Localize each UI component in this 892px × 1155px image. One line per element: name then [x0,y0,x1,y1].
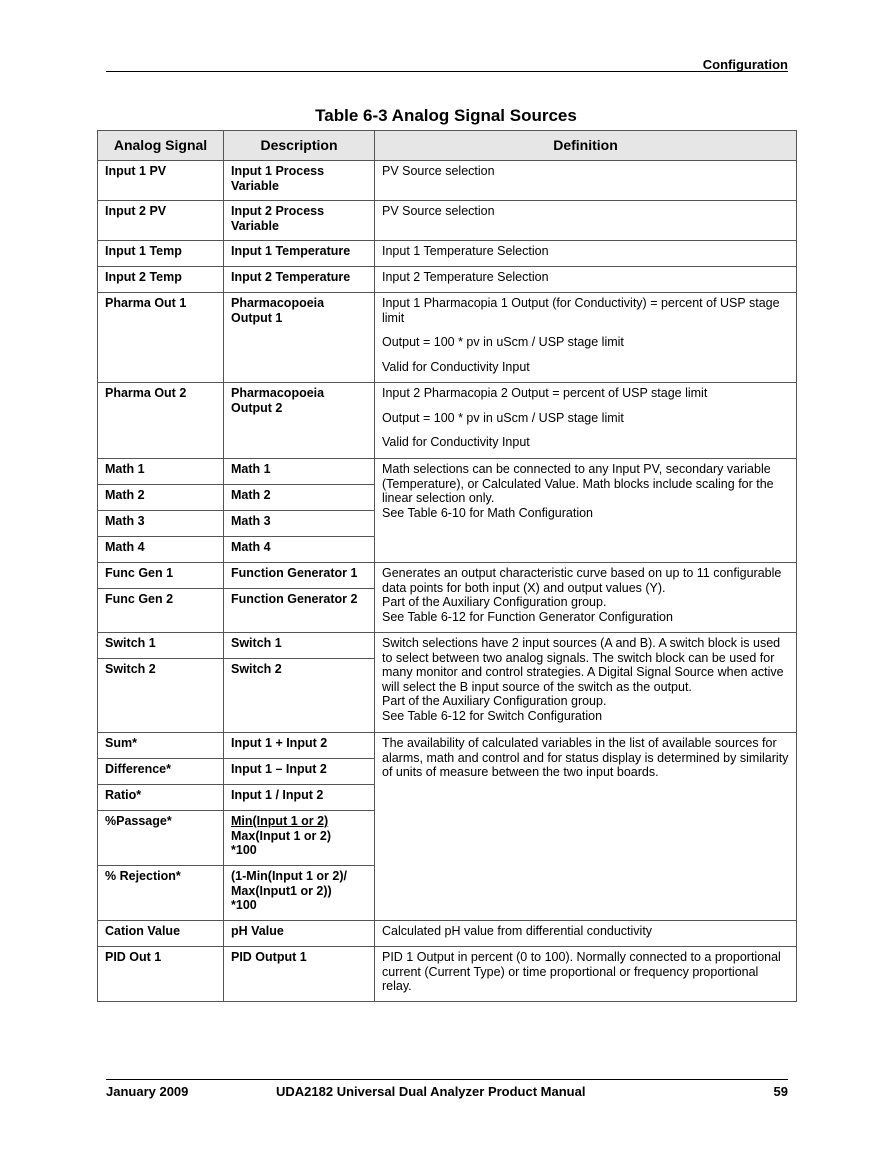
description-cell: Math 4 [224,537,375,563]
definition-cell [375,241,797,267]
signal-cell: Math 3 [98,511,224,537]
description-cell: pH Value [224,921,375,947]
signal-cell: Switch 2 [98,659,224,733]
definition-text: Input 1 Temperature Selection [382,244,549,258]
definition-text: See Table 6-12 for Switch Configuration [382,708,603,723]
description-line: Max(Input 1 or 2) [231,828,332,843]
table-row [98,383,797,459]
definition-cell-funcgen-group [375,563,797,633]
table-row [98,241,797,267]
description-cell: Pharmacopoeia Output 2 [224,383,375,459]
definition-cell-switch-group [375,633,797,733]
description-cell: Input 1 Temperature [224,241,375,267]
definition-text: Calculated pH value from differential conductivity [382,924,653,938]
signal-cell: Switch 1 [98,633,224,659]
definition-text: Math selections can be connected to any Input PV, secondary variable (Temperature), or Calculated Value. Math blocks include scaling for the linear selection only. [382,462,774,505]
table-row [98,161,797,201]
definition-cell [375,383,797,459]
description-cell: Input 2 Temperature [224,267,375,293]
description-line: Min(Input 1 or 2) [231,814,329,828]
table-row [98,459,797,485]
definition-text: PID 1 Output in percent (0 to 100). Normally connected to a proportional current (Current Type) or time proportional or frequency proportional relay. [382,950,781,993]
description-cell: Input 1 + Input 2 [224,733,375,759]
definition-cell [375,201,797,241]
column-header-description: Description [224,131,375,161]
signal-cell: Pharma Out 2 [98,383,224,459]
page-number: 59 [773,1084,788,1099]
definition-text: The availability of calculated variables in the list of available sources for alarms, math and control and for status display is determined by similarity of units of measure between the two input boards. [382,736,789,779]
definition-cell [375,921,797,947]
definition-cell [375,947,797,1002]
definition-text: See Table 6-10 for Math Configuration [382,505,594,520]
column-header-definition: Definition [375,131,797,161]
signal-cell: Func Gen 2 [98,589,224,633]
signal-cell: Input 1 Temp [98,241,224,267]
definition-text: Input 2 Temperature Selection [382,270,549,284]
definition-text: PV Source selection [382,204,495,218]
table-row [98,563,797,589]
signal-cell: % Rejection* [98,866,224,921]
analog-signal-table [97,130,797,1002]
description-cell: Switch 1 [224,633,375,659]
definition-text: See Table 6-12 for Function Generator Configuration [382,609,673,624]
table-row [98,633,797,659]
header-rule [106,71,788,72]
description-cell: Function Generator 1 [224,563,375,589]
signal-cell: Difference* [98,759,224,785]
signal-cell: Math 4 [98,537,224,563]
definition-text: Valid for Conductivity Input [382,435,530,449]
table-header-row [98,131,797,161]
signal-cell: Pharma Out 1 [98,293,224,383]
definition-text: Output = 100 * pv in uScm / USP stage limit [382,335,624,349]
table-title: Table 6-3 Analog Signal Sources [315,106,577,125]
signal-cell: Math 1 [98,459,224,485]
description-cell: Input 1 / Input 2 [224,785,375,811]
table-row [98,921,797,947]
description-cell [224,811,375,866]
footer-date: January 2009 [106,1084,189,1099]
description-cell: Switch 2 [224,659,375,733]
description-cell: Function Generator 2 [224,589,375,633]
description-line: *100 [231,843,257,857]
table-row [98,947,797,1002]
footer-manual-title: UDA2182 Universal Dual Analyzer Product Manual [276,1084,586,1099]
description-cell: Input 2 Process Variable [224,201,375,241]
signal-cell: Cation Value [98,921,224,947]
description-cell: Math 2 [224,485,375,511]
definition-text: PV Source selection [382,164,495,178]
signal-cell: Func Gen 1 [98,563,224,589]
signal-cell: PID Out 1 [98,947,224,1002]
description-cell: Math 1 [224,459,375,485]
definition-cell [375,267,797,293]
signal-cell: Ratio* [98,785,224,811]
description-line: *100 [231,898,257,912]
definition-cell-math-group [375,459,797,563]
definition-text: Switch selections have 2 input sources (A and B). A switch block is used to select between two analog signals. The switch block can be used for many monitor and control strategies. A Digital Signal Source when active will select the B input source of the switch as the output. [382,636,784,694]
footer-rule [106,1079,788,1080]
description-cell: PID Output 1 [224,947,375,1002]
column-header-analog-signal: Analog Signal [98,131,224,161]
definition-text: Generates an output characteristic curve based on up to 11 configurable data points for both input (X) and output values (Y). [382,566,782,595]
table-row [98,733,797,759]
signal-cell: Sum* [98,733,224,759]
description-cell: Pharmacopoeia Output 1 [224,293,375,383]
table-row [98,293,797,383]
signal-cell: Input 2 PV [98,201,224,241]
definition-text: Valid for Conductivity Input [382,359,530,374]
description-cell: Input 1 Process Variable [224,161,375,201]
definition-cell [375,161,797,201]
description-cell [224,866,375,921]
table-row [98,267,797,293]
definition-cell [375,293,797,383]
definition-cell-calculated-group [375,733,797,921]
signal-cell: Math 2 [98,485,224,511]
description-line: (1-Min(Input 1 or 2)/ [231,869,347,883]
signal-cell: %Passage* [98,811,224,866]
signal-cell: Input 1 PV [98,161,224,201]
page-header-section: Configuration [702,57,788,72]
definition-text: Output = 100 * pv in uScm / USP stage limit [382,410,624,425]
definition-text: Input 1 Pharmacopia 1 Output (for Conductivity) = percent of USP stage limit [382,296,780,325]
definition-text: Part of the Auxiliary Configuration group. [382,595,607,609]
definition-text: Part of the Auxiliary Configuration group. [382,694,607,708]
definition-text: Input 2 Pharmacopia 2 Output = percent of USP stage limit [382,386,708,400]
table-row [98,201,797,241]
signal-cell: Input 2 Temp [98,267,224,293]
description-cell: Input 1 – Input 2 [224,759,375,785]
description-line: Max(Input1 or 2)) [231,883,332,898]
description-cell: Math 3 [224,511,375,537]
